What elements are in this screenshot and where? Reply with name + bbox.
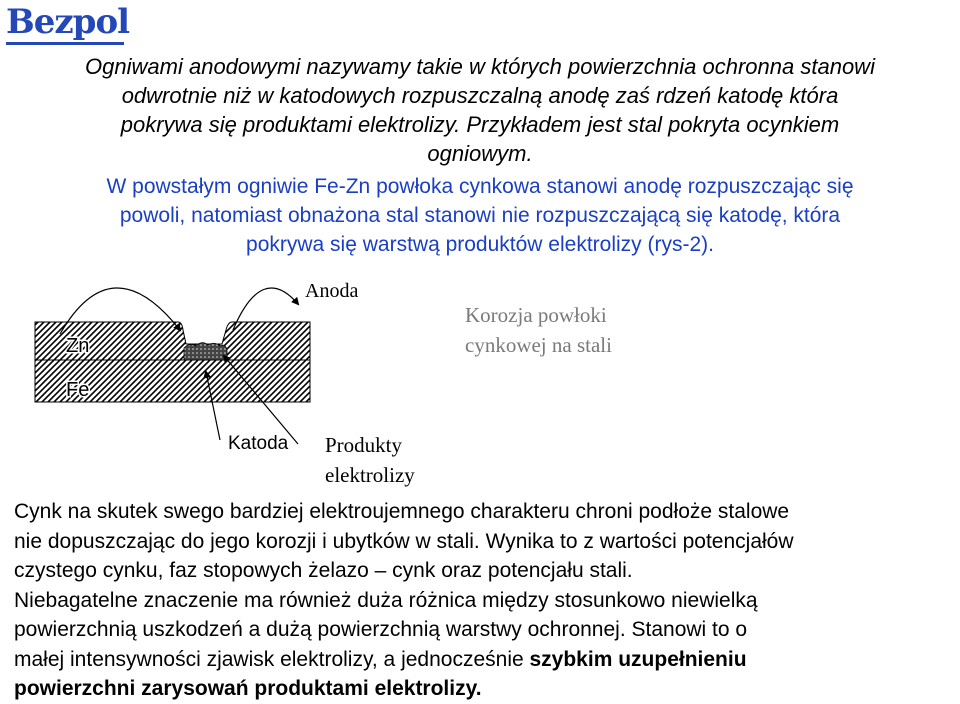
- p3-line: powierzchnią uszkodzeń a dużą powierzchnią warstwy ochronnej. Stanowi to o: [14, 618, 748, 641]
- p2-line: pokrywa się warstwą produktów elektrolizy (rys-2).: [246, 233, 714, 256]
- diagram-caption-2: cynkowej na stali: [465, 333, 612, 357]
- p2-line: W powstałym ogniwie Fe-Zn powłoka cynkowa stanowi anodę rozpuszczając się: [106, 175, 854, 198]
- label-katoda: Katoda: [228, 433, 289, 454]
- p3-line: nie dopuszczając do jego korozji i ubytków w stali. Wynika to z wartości potencjałów: [14, 529, 794, 553]
- bezpol-logo: Bezpol: [6, 2, 130, 42]
- p3-line6-bold: szybkim uzupełnieniu: [529, 647, 747, 671]
- p3-line7-bold: powierzchni zarysowań produktami elektrolizy.: [14, 677, 482, 700]
- p1-line: odwrotnie niż w katodowych rozpuszczalną anodę zaś rdzeń katodę która: [121, 83, 839, 108]
- p1-line: ogniowym.: [427, 141, 533, 166]
- p3-line: [14, 674, 954, 704]
- label-elektrolizy: elektrolizy: [325, 463, 415, 487]
- electrolysis-products: [184, 343, 227, 360]
- label-produkty: Produkty: [325, 433, 403, 457]
- p3-line: [14, 645, 954, 675]
- label-anoda: Anoda: [305, 280, 359, 302]
- p3-line: Niebagatelne znaczenie ma również duża różnica między stosunkowo niewielką: [14, 588, 758, 612]
- p3-line6-plain: małej intensywności zjawisk elektrolizy, a jednocześnie: [14, 647, 530, 671]
- p1-line: pokrywa się produktami elektrolizy. Przykładem jest stal pokryta ocynkiem: [120, 112, 840, 137]
- label-fe: Fe: [66, 379, 90, 401]
- p3-line: czystego cynku, faz stopowych żelazo – cynk oraz potencjału stali.: [14, 559, 633, 582]
- p1-line: Ogniwami anodowymi nazywamy takie w których powierzchnia ochronna stanowi: [85, 54, 875, 79]
- p3-line: Cynk na skutek swego bardziej elektroujemnego charakteru chroni podłoże stalowe: [14, 500, 790, 523]
- label-zn: Zn: [66, 335, 90, 357]
- p2-line: powoli, natomiast obnażona stal stanowi nie rozpuszczającą się katodę, która: [119, 204, 841, 227]
- paragraph-zinc-protection: [14, 497, 954, 704]
- diagram-caption-1: Korozja powłoki: [465, 303, 607, 327]
